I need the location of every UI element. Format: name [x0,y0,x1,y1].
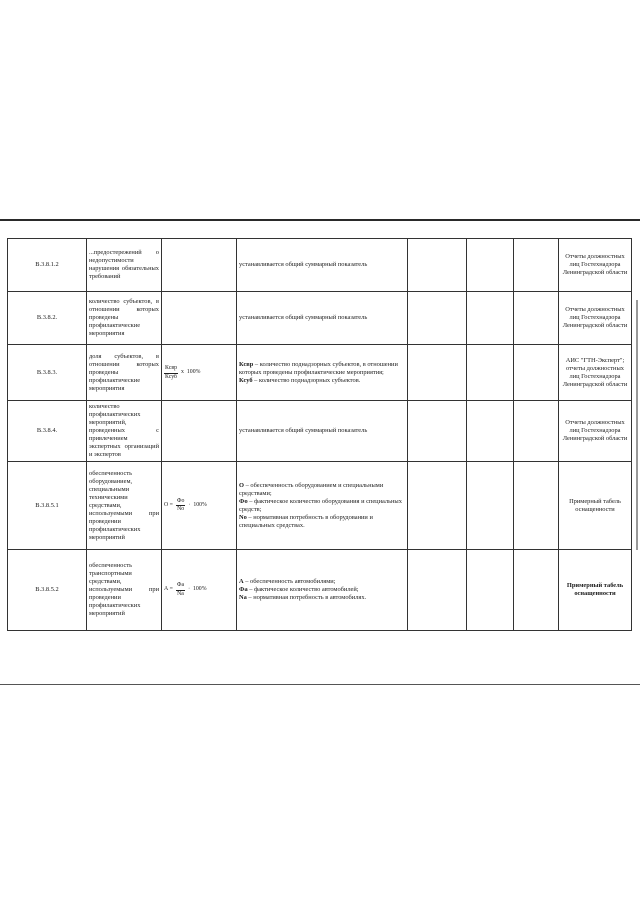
method-term: Фа [239,586,248,593]
row-formula [162,292,237,345]
formula-factor: 100% [186,369,201,376]
empty-cell [467,292,514,345]
empty-cell [408,345,467,401]
row-source: Примерный табель оснащенности [559,462,632,550]
empty-cell [514,239,559,292]
empty-cell [408,239,467,292]
row-source: Примерный табель оснащенности [559,550,632,631]
empty-cell [467,239,514,292]
method-term: О [239,481,244,489]
row-formula [162,345,237,401]
row-code: В.3.8.3. [8,345,87,401]
method-term-text: – обеспеченность автомобилями; [243,578,336,585]
row-code: В.3.8.1.2 [8,239,87,292]
table-row [8,292,632,345]
table-row [8,462,632,550]
method-term-text: – фактическое количество автомобилей; [247,586,359,593]
row-name: обеспеченность транспортными средствами, используемыми при проведении профилактических мероприятий [87,550,162,631]
row-formula [162,239,237,292]
method-term: Ксвр [239,360,254,368]
formula-operator: · [188,501,191,508]
formula-operator: х [181,369,184,376]
row-formula [162,462,237,550]
row-method: устанавливается общий суммарный показатель [237,292,408,345]
row-method [237,550,408,631]
empty-cell [467,345,514,401]
formula-factor: 100% [193,501,207,508]
empty-cell [408,550,467,631]
row-method [237,345,408,401]
table-row [8,550,632,631]
row-source: Отчеты должностных лиц Гостехнадзора Ленинградской области [559,292,632,345]
row-source: Отчеты должностных лиц Гостехнадзора Ленинградской области [559,401,632,462]
formula-lhs: О = [164,501,173,508]
formula-lhs: А = [164,586,173,593]
formula-numerator: Фа [176,582,185,590]
row-name: ...предостережений о недопустимости нарушения обязательных требований [87,239,162,292]
bottom-rule [0,684,640,685]
empty-cell [514,401,559,462]
formula-numerator: Ксвр [164,365,178,373]
empty-cell [514,345,559,401]
formula-denominator: Nа [177,590,184,597]
empty-cell [467,401,514,462]
empty-cell [514,292,559,345]
formula-factor: 100% [193,586,207,593]
row-formula [162,550,237,631]
empty-cell [408,292,467,345]
row-code: В.3.8.4. [8,401,87,462]
row-source: Отчеты должностных лиц Гостехнадзора Ленинградской области [559,239,632,292]
method-term-text: – нормативная потребность в оборудовании и специальных средствах. [239,513,373,529]
formula-denominator: No [177,506,185,512]
method-term-text: – количество поднадзорных субъектов. [252,376,361,384]
empty-cell [408,462,467,550]
row-code: В.3.8.5.1 [8,462,87,550]
row-code: В.3.8.2. [8,292,87,345]
table-row [8,239,632,292]
method-term-text: – фактическое количество оборудования и специальных средств; [239,497,402,513]
formula-operator: · [188,586,190,593]
row-formula [162,401,237,462]
empty-cell [467,462,514,550]
empty-cell [408,401,467,462]
row-method: устанавливается общий суммарный показатель [237,401,408,462]
formula-numerator: Фо [176,498,185,506]
row-method: устанавливается общий суммарный показатель [237,239,408,292]
method-term: Фо [239,497,248,505]
method-term: А [239,578,244,585]
formula-denominator: Ксуб [165,373,177,380]
table-row [8,345,632,401]
empty-cell [514,462,559,550]
method-term-text: – нормативная потребность в автомобилях. [246,594,367,601]
row-method [237,462,408,550]
row-name: количество профилактических мероприятий, проведенных с привлечением экспертных организаций и экспертов [87,401,162,462]
row-code: В.3.8.5.2 [8,550,87,631]
method-term-text: – количество поднадзорных субъектов, в отношении которых проведены профилактические мероприятия; [239,360,398,376]
row-source: АИС "ГТН-Эксперт"; отчеты должностных лиц Гостехнадзора Ленинградской области [559,345,632,401]
empty-cell [514,550,559,631]
indicator-table [7,238,632,631]
table-row [8,401,632,462]
method-term: Nа [239,594,247,601]
method-term: Nо [239,513,247,521]
row-name: обеспеченность оборудованием, специальными техническими средствами, используемыми при проведении профилактических мероприятий [87,462,162,550]
method-term: Ксуб [239,376,253,384]
method-term-text: – обеспеченность оборудованием и специальными средствами; [239,481,384,497]
row-name: количество субъектов, в отношении которых проведены профилактические мероприятия [87,292,162,345]
empty-cell [467,550,514,631]
top-rule [0,219,640,221]
scan-edge-mark [636,300,638,550]
row-name: доля субъектов, в отношении которых проведены профилактические мероприятия [87,345,162,401]
